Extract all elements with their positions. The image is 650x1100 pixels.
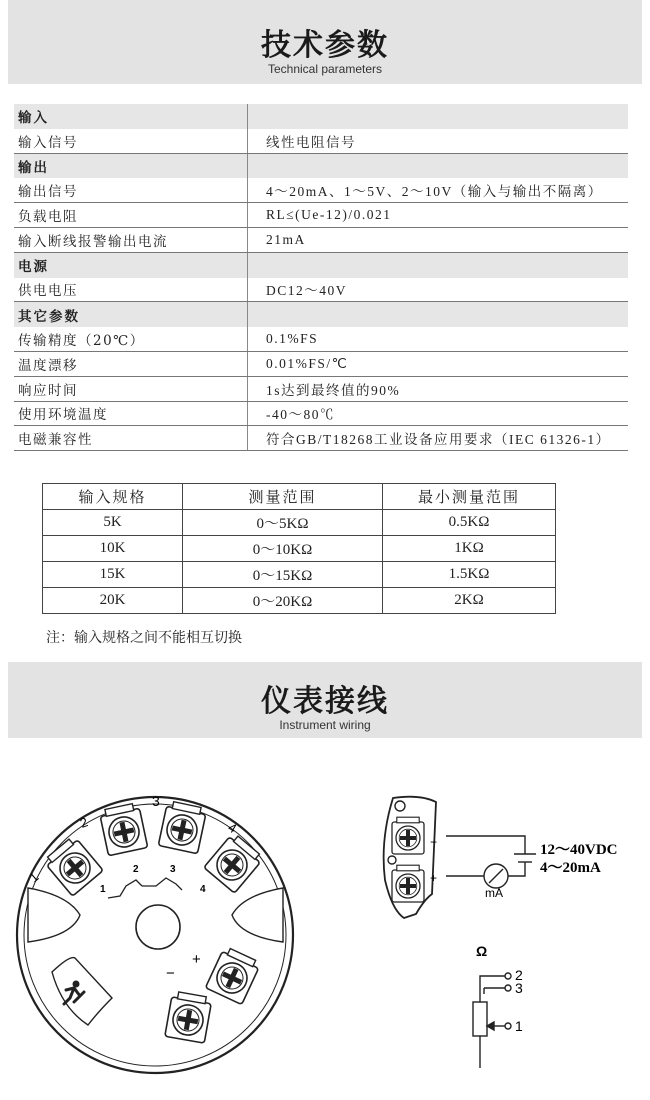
spec-row	[14, 426, 628, 451]
note-text: 注：输入规格之间不能相互切换	[46, 630, 242, 646]
category-label: 输出	[14, 154, 248, 179]
column-header: 测量范围	[183, 484, 383, 510]
spec-row	[14, 129, 628, 154]
spec-row	[14, 377, 628, 402]
table-cell: 5K	[43, 510, 183, 536]
table-cell: 10K	[43, 536, 183, 562]
table-cell: 1KΩ	[383, 536, 556, 562]
spec-value: -40～80℃	[266, 407, 335, 423]
spec-row	[14, 178, 628, 203]
range-table	[42, 483, 556, 614]
spec-value: 符合GB/T18268工业设备应用要求（IEC 61326-1）	[266, 432, 611, 448]
table-cell: 0～10KΩ	[183, 536, 383, 562]
spec-key: 响应时间	[14, 377, 248, 401]
res-terminal-3: 3	[515, 980, 523, 996]
terminal-label-3: 3	[152, 793, 160, 809]
output-minus-label: −	[430, 835, 438, 849]
inner-label-2: 2	[133, 864, 139, 875]
spec-value: 0.01%FS/℃	[266, 355, 349, 371]
category-label: 其它参数	[14, 302, 248, 327]
spec-value: 4～20mA、1～5V、2～10V（输入与输出不隔离）	[266, 184, 603, 200]
res-terminal-2: 2	[515, 967, 523, 983]
output-connector	[384, 797, 436, 918]
terminal-label-1: 1	[26, 869, 42, 886]
column-header: 最小测量范围	[383, 484, 556, 510]
spec-row	[14, 203, 628, 228]
spec-key: 输入断线报警输出电流	[14, 228, 248, 252]
table-cell: 15K	[43, 562, 183, 588]
spec-row	[14, 402, 628, 427]
spec-category-other	[14, 302, 628, 327]
spec-row	[14, 228, 628, 253]
ohm-symbol: Ω	[476, 943, 488, 959]
spec-key: 温度漂移	[14, 352, 248, 376]
table-cell: 0～15KΩ	[183, 562, 383, 588]
table-cell: 0～20KΩ	[183, 588, 383, 614]
output-plus-label: +	[430, 871, 438, 885]
spec-row	[14, 327, 628, 352]
current-range-label: 4～20mA	[540, 860, 601, 876]
column-header: 输入规格	[43, 484, 183, 510]
section-subtitle: Instrument wiring	[279, 718, 371, 732]
terminal-label-2: 2	[77, 814, 90, 831]
inner-label-1: 1	[100, 884, 106, 895]
terminal-label-4: 4	[225, 819, 240, 837]
spec-key: 供电电压	[14, 278, 248, 302]
spec-value: 线性电阻信号	[266, 134, 356, 150]
section-header-technical	[8, 0, 642, 84]
section-title: 技术参数	[261, 28, 389, 63]
category-label: 输入	[14, 104, 248, 129]
spec-key: 输入信号	[14, 129, 248, 153]
spec-category-power	[14, 253, 628, 278]
category-label: 电源	[14, 253, 248, 278]
spec-value: 21mA	[266, 231, 306, 247]
minus-label: −	[166, 965, 175, 982]
spec-key: 使用环境温度	[14, 402, 248, 426]
meter-unit-label: mA	[485, 886, 503, 900]
res-terminal-1: 1	[515, 1018, 523, 1034]
inner-label-4: 4	[200, 884, 206, 895]
spec-category-input	[14, 104, 628, 129]
spec-value: 1s达到最终值的90%	[266, 382, 401, 398]
plus-label: +	[192, 951, 201, 968]
spec-value: DC12～40V	[266, 283, 348, 299]
spec-category-output	[14, 154, 628, 179]
supply-voltage-label: 12～40VDC	[540, 842, 618, 858]
table-row	[43, 562, 556, 588]
table-row	[43, 536, 556, 562]
spec-value: RL≤(Ue-12)/0.021	[266, 207, 392, 223]
transmitter-module	[17, 797, 293, 1073]
section-title: 仪表接线	[261, 684, 389, 719]
spec-key: 传输精度（20℃）	[14, 327, 248, 351]
section-header-wiring	[8, 662, 642, 738]
spec-value: 0.1%FS	[266, 331, 319, 347]
table-row	[43, 510, 556, 536]
spec-key: 负载电阻	[14, 203, 248, 227]
table-cell: 0.5KΩ	[383, 510, 556, 536]
range-table-header	[43, 484, 556, 510]
resistor-symbol	[473, 973, 511, 1068]
spec-row	[14, 278, 628, 303]
spec-key: 电磁兼容性	[14, 426, 248, 450]
table-cell: 2KΩ	[383, 588, 556, 614]
spec-key: 输出信号	[14, 178, 248, 202]
inner-label-3: 3	[170, 864, 176, 875]
table-cell: 1.5KΩ	[383, 562, 556, 588]
spec-table	[14, 104, 628, 451]
spec-row	[14, 352, 628, 377]
output-circuit	[446, 836, 536, 888]
section-subtitle: Technical parameters	[267, 62, 383, 76]
table-cell: 20K	[43, 588, 183, 614]
wiring-diagram	[0, 750, 650, 1100]
table-row	[43, 588, 556, 614]
table-cell: 0～5KΩ	[183, 510, 383, 536]
